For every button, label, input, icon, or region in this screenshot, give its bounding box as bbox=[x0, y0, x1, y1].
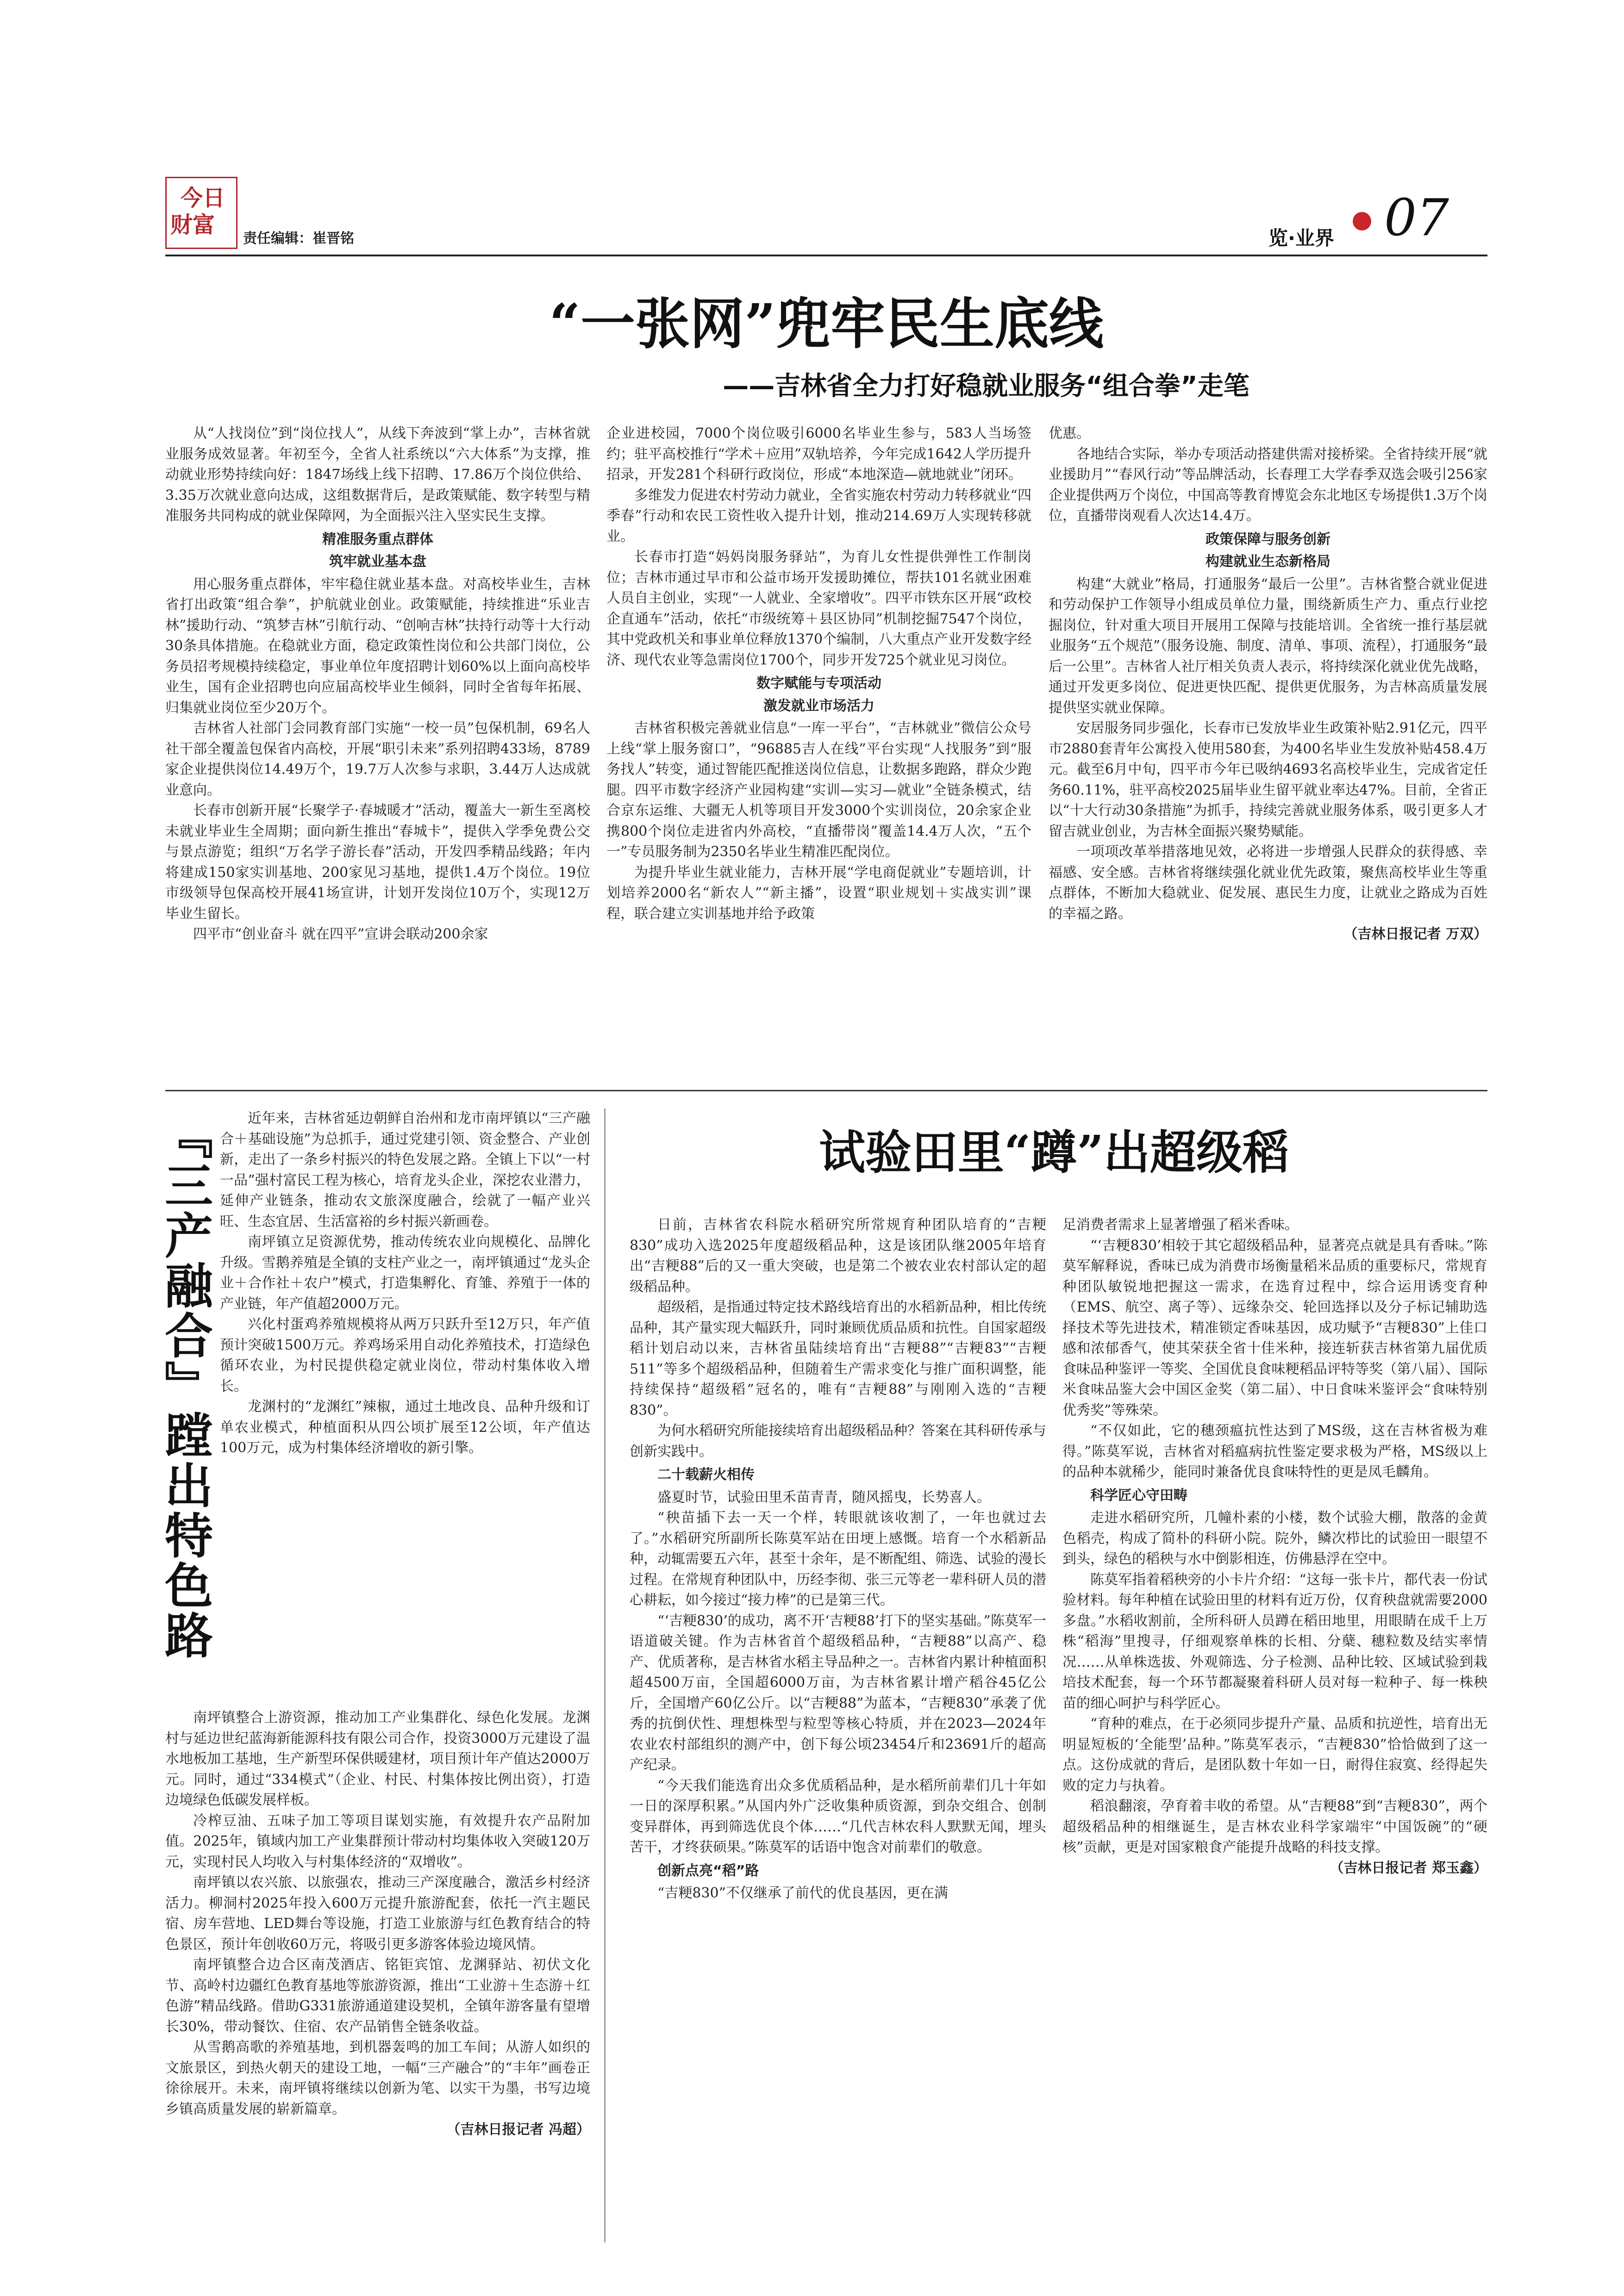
subheading: 二十载薪火相传 bbox=[657, 1467, 755, 1483]
article1-col1 bbox=[165, 423, 590, 945]
article3-title: 试验田里“蹲”出超级稻 bbox=[818, 1125, 1289, 1180]
paragraph: 龙渊村的“龙渊红”辣椒，通过土地改良、品种升级和订单农业模式，种植面积从四公顷扩展至12公顷，年产值达100万元，成为村集体经济增收的新引擎。 bbox=[220, 1399, 590, 1456]
paragraph: 南坪镇立足资源优势，推动传统农业向规模化、品牌化升级。雪鹅养殖是全镇的支柱产业之一，南坪镇通过“龙头企业＋合作社＋农户”模式，打造集孵化、育雏、养殖于一体的产业链，年产值超2000万元。 bbox=[220, 1234, 590, 1312]
paragraph: 为提升毕业生就业能力，吉林开展“学电商促就业”专题培训，计划培养2000名“新农人”“新主播”，设置“职业规划＋实战实训”课程，联合建立实训基地并给予政策 bbox=[606, 864, 1031, 922]
article2-byline: （吉林日报记者 冯超） bbox=[446, 2122, 590, 2138]
paragraph: 一项项改革举措落地见效，必将进一步增强人民群众的获得感、幸福感、安全感。吉林省将继续强化就业优先政策，聚焦高校毕业生等重点群体，不断加大稳就业、促发展、惠民生力度，让就业之路成为百姓的幸福之路。 bbox=[1049, 844, 1487, 922]
paragraph: “吉粳830”不仅继承了前代的优良基因，更在满 bbox=[657, 1885, 948, 1901]
paragraph: 长春市打造“妈妈岗服务驿站”，为育儿女性提供弹性工作制岗位；吉林市通过早市和公益市场开发援助摊位，帮扶101名就业困难人员自主创业，实现“一人就业、全家增收”。四平市铁东区开展“政校企直通车”活动，依托“市级统筹＋县区协同”机制挖掘7547个岗位，其中党政机关和事业单位释放1370个编制，八大重点产业开发数字经济、现代农业等急需岗位1700个，同步开发725个就业见习岗位。 bbox=[606, 549, 1031, 668]
section-name: 览·业界 bbox=[1268, 227, 1334, 249]
paragraph: “今天我们能选育出众多优质稻品种，是水稻所前辈们几十年如一日的深厚积累。”从国内外广泛收集种质资源，到杂交组合、创制变异群体，再到筛选优良个体……“几代吉林农科人默默无闻，埋头苦干，才终获硕果。”陈莫军的话语中饱含对前辈们的敬意。 bbox=[630, 1777, 1046, 1855]
subheading: 精准服务重点群体 bbox=[322, 531, 433, 548]
paragraph: 近年来，吉林省延边朝鲜自治州和龙市南坪镇以“三产融合＋基础设施”为总抓手，通过党建引领、资金整合、产业创新，走出了一条乡村振兴的特色发展之路。全镇上下以“一村一品”强村富民工程为核心，培育龙头企业，深挖农业潜力，延伸产业链条，推动农文旅深度融合，绘就了一幅产业兴旺、生态宜居、生活富裕的乡村振兴新画卷。 bbox=[220, 1110, 590, 1230]
article2-title-text: 『三产融合』蹚出特色路 bbox=[156, 1111, 213, 1661]
paragraph: “‘吉粳830’的成功，离不开‘吉粳88’打下的坚实基础。”陈莫军一语道破关键。作为吉林省首个超级稻品种，“吉粳88”以高产、稳产、优质著称，是吉林省水稻主导品种之一。吉林省内累计种植面积超4500万亩，全国超6000万亩，为吉林省累计增产稻谷45亿公斤，全国增产60亿公斤。以“吉粳88”为蓝本，“吉粳830”承袭了优秀的抗倒伏性、理想株型与粒型等核心特质，并在2023—2024年农业农村部组织的测产中，创下每公顷23454斤和23691斤的超高产纪录。 bbox=[630, 1612, 1046, 1773]
paragraph: 兴化村蛋鸡养殖规模将从两万只跃升至12万只，年产值预计突破1500万元。养鸡场采用自动化养殖技术，打造绿色循环农业，为村民提供稳定就业岗位，带动村集体收入增长。 bbox=[220, 1316, 590, 1394]
paragraph: 超级稻，是指通过特定技术路线培育出的水稻新品种，相比传统品种，其产量实现大幅跃升，同时兼顾优质品质和抗性。自国家超级稻计划启动以来，吉林省虽陆续培育出“吉粳88”“吉粳83”“吉粳511”等多个超级稻品种，但随着生产需求变化与推广面积调整，能持续保持“超级稻”冠名的，唯有“吉粳88”与刚刚入选的“吉粳830”。 bbox=[630, 1299, 1046, 1419]
paragraph: 安居服务同步强化，长春市已发放毕业生政策补贴2.91亿元，四平市2880套青年公寓投入使用580套，为400名毕业生发放补贴458.4万元。截至6月中旬，四平市今年已吸纳4693名高校毕业生，完成省定任务60.11%，驻平高校2025届毕业生留平就业率达47%。目前，全省正以“十大行动30条措施”为抓手，持续完善就业服务体系，吸引更多人才留吉就业创业，为吉林全面振兴聚势赋能。 bbox=[1049, 720, 1487, 840]
paragraph: 用心服务重点群体，牢牢稳住就业基本盘。对高校毕业生，吉林省打出政策“组合拳”，护航就业创业。政策赋能，持续推进“乐业吉林”援助行动、“筑梦吉林”引航行动、“创响吉林”扶持行动等十大行动30条具体措施。在稳就业方面，稳定政策性岗位和公共部门岗位，公务员招考规模持续稳定，事业单位年度招聘计划60%以上面向高校毕业生，国有企业招聘也向应届高校毕业生倾斜，同时全省每年拓展、归集就业岗位至少20万个。 bbox=[165, 576, 590, 716]
paragraph: 南坪镇整合边合区南茂酒店、铭钜宾馆、龙渊驿站、初伏文化节、高岭村边疆红色教育基地等旅游资源，推出“工业游＋生态游＋红色游”精品线路。借助G331旅游通道建设契机，全镇年游客量有望增长30%，带动餐饮、住宿、农产品销售全链条收益。 bbox=[165, 1957, 590, 2035]
paragraph: 日前，吉林省农科院水稻研究所常规育种团队培育的“吉粳830”成功入选2025年度超级稻品种，这是该团队继2005年培育出“吉粳88”后的又一重大突破，也是第二个被农业农村部认定的超级稻品种。 bbox=[630, 1217, 1046, 1295]
header-rule bbox=[165, 255, 1487, 256]
article1-subtitle: ——吉林省全力打好稳就业服务“组合拳”走笔 bbox=[723, 371, 1249, 401]
subheading: 构建就业生态新格局 bbox=[1206, 554, 1330, 570]
subheading: 创新点亮“稻”路 bbox=[657, 1862, 759, 1879]
paragraph: 吉林省积极完善就业信息“一库一平台”，“吉林就业”微信公众号上线“掌上服务窗口”，“96885吉人在线”平台实现“人找服务”到“服务找人”转变，通过智能匹配推送岗位信息，让数据多跑路，群众少跑腿。四平市数字经济产业园构建“实训—实习—就业”全链条模式，结合京东运维、大疆无人机等项目开发3000个实训岗位，20余家企业携800个岗位走进省内外高校，“直播带岗”覆盖14.4万人次，“五个一”专员服务制为2350名毕业生精准匹配岗位。 bbox=[606, 720, 1031, 860]
article1-col3 bbox=[1049, 423, 1487, 945]
article3-col1 bbox=[630, 1215, 1046, 1904]
paragraph: 多维发力促进农村劳动力就业，全省实施农村劳动力转移就业“四季春”行动和农民工资性收入提升计划，推动214.69万人实现转移就业。 bbox=[606, 487, 1031, 545]
column-divider bbox=[604, 1108, 606, 2242]
editor-credit: 责任编辑：崔晋铭 bbox=[243, 230, 354, 247]
paragraph: 足消费者需求上显著增强了稻米香味。 bbox=[1062, 1217, 1299, 1233]
article2-col1 bbox=[220, 1108, 590, 1459]
article3-col2 bbox=[1062, 1215, 1487, 1879]
article2-title bbox=[156, 1111, 213, 1680]
paragraph: 从雪鹅高歌的养殖基地，到机器轰鸣的加工车间；从游人如织的文旅景区，到热火朝天的建设工地，一幅“三产融合”的“丰年”画卷正徐徐展开。未来，南坪镇将继续以创新为笔、以实干为墨，书写边境乡镇高质量发展的崭新篇章。 bbox=[165, 2039, 590, 2117]
paragraph: 为何水稻研究所能接续培育出超级稻品种？答案在其科研传承与创新实践中。 bbox=[630, 1423, 1046, 1460]
subheading: 筑牢就业基本盘 bbox=[329, 554, 426, 570]
paragraph: 企业进校园，7000个岗位吸引6000名毕业生参与，583人当场签约；驻平高校推行“学术＋应用”双轨培养，今年完成1642人学历提升招录，开发281个科研行政岗位，形成“本地深造—就地就业”闭环。 bbox=[606, 425, 1031, 483]
logo-line2: 财富 bbox=[170, 212, 215, 238]
paragraph: “育种的难点，在于必须同步提升产量、品质和抗逆性，培育出无明显短板的‘全能型’品种。”陈莫军表示，“吉粳830”恰恰做到了这一点。这份成就的背后，是团队数十年如一日，耐得住寂寞、经得起失败的定力与执着。 bbox=[1062, 1716, 1487, 1794]
section-icon bbox=[1353, 212, 1371, 230]
paragraph: 构建“大就业”格局，打通服务“最后一公里”。吉林省整合就业促进和劳动保护工作领导小组成员单位力量，围绕新质生产力、重点行业挖掘岗位，针对重大项目开展用工保障与技能培训。全省统一推行基层就业服务“五个规范”（服务设施、制度、清单、事项、流程），打通服务“最后一公里”。吉林省人社厅相关负责人表示，将持续深化就业优先战略，通过开发更多岗位、促进更快匹配、提供更优服务，为吉林高质量发展提供坚实就业保障。 bbox=[1049, 576, 1487, 716]
subheading: 数字赋能与专项活动 bbox=[756, 675, 881, 691]
masthead-logo bbox=[165, 177, 237, 249]
paragraph: “不仅如此，它的穗颈瘟抗性达到了MS级，这在吉林省极为难得。”陈莫军说，吉林省对稻瘟病抗性鉴定要求极为严格，MS级以上的品种本就稀少，能同时兼备优良食味特性的更是凤毛麟角。 bbox=[1062, 1423, 1487, 1480]
paragraph: 盛夏时节，试验田里禾苗青青，随风摇曳，长势喜人。 bbox=[657, 1489, 991, 1506]
subheading: 科学匠心守田畴 bbox=[1090, 1487, 1187, 1504]
article3-byline: （吉林日报记者 郑玉鑫） bbox=[1330, 1860, 1487, 1876]
subheading: 激发就业市场活力 bbox=[763, 697, 874, 714]
paragraph: 吉林省人社部门会同教育部门实施“一校一员”包保机制，69名人社干部全覆盖包保省内高校，开展“职引未来”系列招聘433场，8789家企业提供岗位14.49万个，19.7万人次参与求职，3.44万人达成就业意向。 bbox=[165, 720, 590, 798]
paragraph: 四平市“创业奋斗 就在四平”宣讲会联动200余家 bbox=[193, 926, 488, 942]
page-number: 07 bbox=[1384, 188, 1449, 247]
paragraph: 南坪镇整合上游资源，推动加工产业集群化、绿色化发展。龙渊村与延边世纪蓝海新能源科技有限公司合作，投资3000万元建设了温水地板加工基地，生产新型环保供暖建材，项目预计年产值达2000万元。同时，通过“334模式”（企业、村民、村集体按比例出资），打造边境绿色低碳发展样板。 bbox=[165, 1710, 590, 1808]
paragraph: 陈莫军指着稻秧旁的小卡片介绍：“这每一张卡片，都代表一份试验材料。每年种植在试验田里的材料有近万份，仅育秧盘就需要2000多盘。”水稻收割前，全所科研人员蹲在稻田地里，用眼睛在成千上万株“稻海”里搜寻，仔细观察单株的长相、分蘖、穗粒数及结实率情况……从单株选拔、外观筛选、分子检测、品种比较、区域试验到栽培技术配套，每一个环节都凝聚着科研人员对每一粒种子、每一株秧苗的细心呵护与科学匠心。 bbox=[1062, 1571, 1487, 1711]
paragraph: 冷榨豆油、五味子加工等项目谋划实施，有效提升农产品附加值。2025年，镇域内加工产业集群预计带动村均集体收入突破120万元，实现村民人均收入与村集体经济的“双增收”。 bbox=[165, 1812, 590, 1870]
article1-title: “一张网”兜牢民生底线 bbox=[549, 292, 1104, 356]
paragraph: 各地结合实际，举办专项活动搭建供需对接桥梁。全省持续开展“就业援助月”“春风行动”等品牌活动，长春理工大学春季双选会吸引256家企业提供两万个岗位，中国高等教育博览会东北地区专场提供1.3万个岗位，直播带岗观看人次达14.4万。 bbox=[1049, 446, 1487, 524]
paragraph: 走进水稻研究所，几幢朴素的小楼，数个试验大棚，散落的金黄色稻壳，构成了简朴的科研小院。院外，鳞次栉比的试验田一眼望不到头，绿色的稻秧与水中倒影相连，仿佛悬浮在空中。 bbox=[1062, 1510, 1487, 1567]
article2-col1-b bbox=[165, 1708, 590, 2140]
article1-byline: （吉林日报记者 万双） bbox=[1343, 926, 1487, 942]
paragraph: “秧苗插下去一天一个样，转眼就该收割了，一年也就过去了。”水稻研究所副所长陈莫军站在田埂上感慨。培育一个水稻新品种，动辄需要五六年，甚至十余年，是不断配组、筛选、试验的漫长过程。在常规育种团队中，历经李彻、张三元等老一辈科研人员的潜心耕耘，如今接过“接力棒”的已是第三代。 bbox=[630, 1510, 1046, 1608]
paragraph: 南坪镇以农兴旅、以旅强农，推动三产深度融合，激活乡村经济活力。柳洞村2025年投入600万元提升旅游配套，依托一汽主题民宿、房车营地、LED舞台等设施，打造工业旅游与红色教育结合的特色景区，预计年创收60万元，将吸引更多游客体验边境风情。 bbox=[165, 1874, 590, 1953]
paragraph: 长春市创新开展“长聚学子·春城暖才”活动，覆盖大一新生至离校未就业毕业生全周期；面向新生推出“春城卡”，提供入学季免费公交与景点游览；组织“万名学子游长春”活动，开发四季精品线路；年内将建成150家实训基地、200家见习基地，提供1.4万个岗位。19位市级领导包保高校开展41场宣讲，计划开发岗位10万个，实现12万毕业生留长。 bbox=[165, 803, 590, 922]
subheading: 政策保障与服务创新 bbox=[1206, 531, 1330, 548]
paragraph: 稻浪翻滚，孕育着丰收的希望。从“吉粳88”到“吉粳830”，两个超级稻品种的相继诞生，是吉林农业科学家端牢“中国饭碗”的“硬核”贡献，更是对国家粮食产能提升战略的科技支撑。 bbox=[1062, 1798, 1487, 1855]
article1-col2 bbox=[606, 423, 1031, 924]
logo-line1: 今日 bbox=[181, 185, 225, 211]
section-divider bbox=[165, 1090, 1487, 1091]
paragraph: “‘吉粳830’相较于其它超级稻品种，显著亮点就是具有香味。”陈莫军解释说，香味已成为消费市场衡量稻米品质的重要标尺，常规育种团队敏锐地把握这一需求，在选育过程中，综合运用诱变育种（EMS、航空、离子等）、远缘杂交、轮回选择以及分子标记辅助选择技术等先进技术，精准锁定香味基因，成功赋予“吉粳830”上佳口感和浓郁香气，使其荣获全省十佳米种，接连斩获吉林省第九届优质食味品种鉴评一等奖、全国优良食味粳稻品评特等奖（第八届）、国际米食味品鉴大会中国区金奖（第二届）、中日食味米鉴评会“食味特别优秀奖”等殊荣。 bbox=[1062, 1237, 1487, 1419]
paragraph: 优惠。 bbox=[1049, 425, 1090, 442]
paragraph: 从“人找岗位”到“岗位找人”，从线下奔波到“掌上办”，吉林省就业服务成效显著。年初至今，全省人社系统以“六大体系”为支撑，推动就业形势持续向好：1847场线上线下招聘、17.86万个岗位供给、3.35万次就业意向达成，这组数据背后，是政策赋能、数字转型与精准服务共同构成的就业保障网，为全面振兴注入坚实民生支撑。 bbox=[165, 425, 590, 524]
